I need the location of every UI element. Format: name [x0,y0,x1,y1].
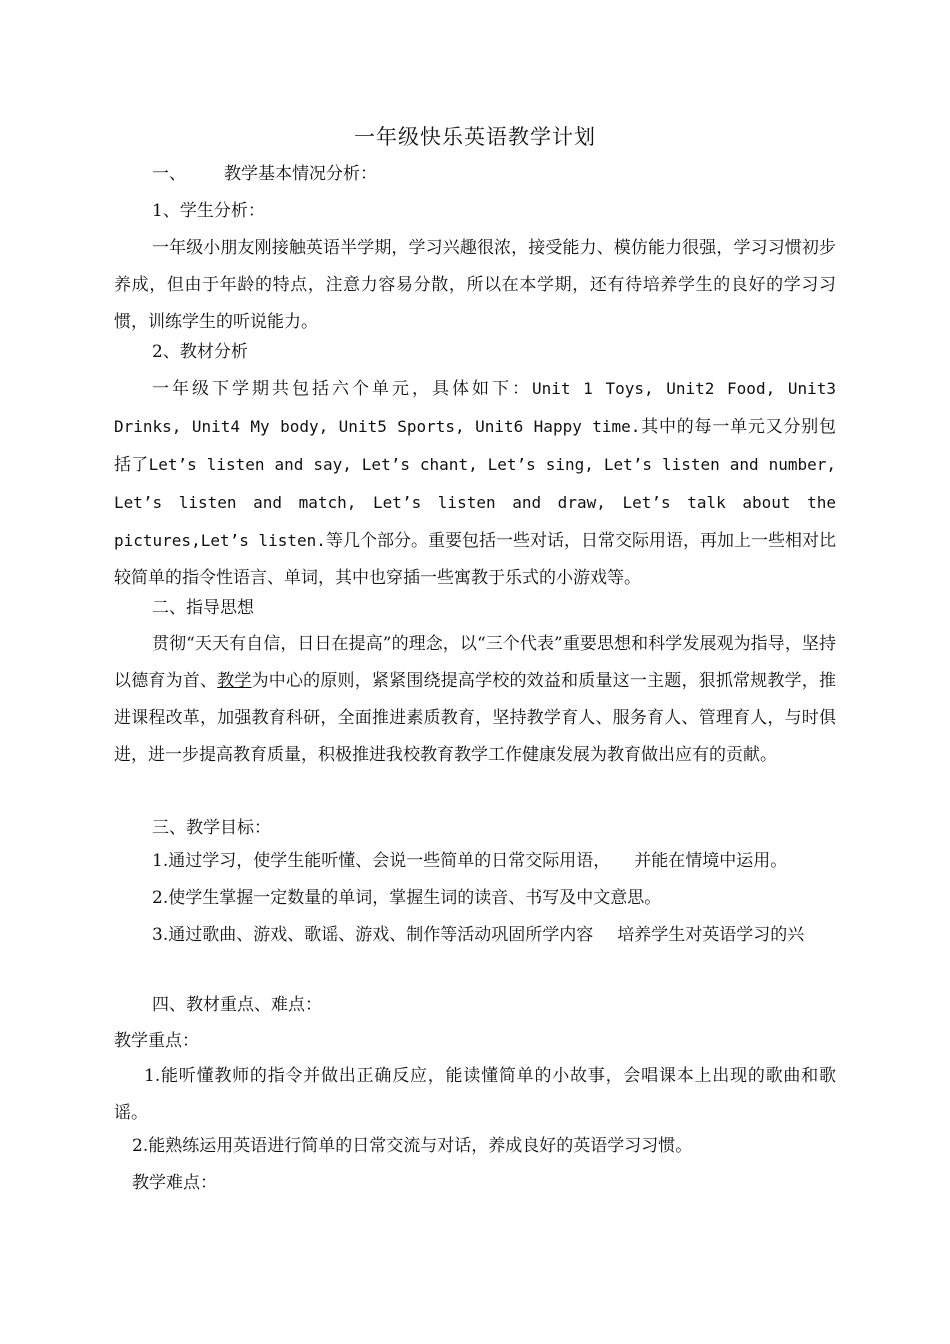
unit-list: Unit 1 Toys, Unit2 Food, Unit3 Drinks, Unit4 My body, Unit5 Sports, Unit6 Happy time. [114,379,837,436]
ideology-text-end: 为中心的原则，紧紧围绕提高学校的效益和质量这一主题，狠抓常规教学，推进课程改革，加强教育科研，全面推进素质教育，坚持教学育人、服务育人、管理育人，与时俱进，进一步提高教育质量，积极推进我校教育教学工作健康发展为教育做出应有的贡献。 [114,671,836,765]
key-point-2: 2.能熟练运用英语进行简单的日常交流与对话，养成良好的英语学习习惯。 [132,1136,693,1156]
textbook-intro: 一年级下学期共包括六个单元，具体如下： [152,379,533,399]
section-3-heading: 三、教学目标： [152,818,271,838]
section-2-heading: 二、指导思想 [152,598,254,618]
paragraph-textbook-analysis [114,370,836,597]
goal-1-text-end: 并能在情境中运用。 [634,851,788,871]
goal-3-text-end: 培养学生对英语学习的兴 [617,925,805,945]
goal-2: 2.使学生掌握一定数量的单词，掌握生词的读音、书写及中文意思。 [152,888,662,908]
goal-1 [152,843,852,880]
goal-3 [114,917,836,954]
subsection-textbook-analysis: 2、教材分析 [152,342,248,362]
textbook-summary: 等几个部分。重要包括一些对话，日常交际用语，再加上一些相对比较简单的指令性语言、单词，其中也穿插一些寓教于乐式的小游戏等。 [114,531,837,588]
document-title: 一年级快乐英语教学计划 [354,125,596,149]
paragraph-student-analysis: 一年级小朋友刚接触英语半学期，学习兴趣很浓，接受能力、模仿能力很强，学习习惯初步养成，但由于年龄的特点，注意力容易分散，所以在本学期，还有待培养学生的良好的学习习惯，训练学生的听说能力。 [114,238,836,332]
textbook-parts-intro: 其中的每一单元又分别包括了 [114,417,837,475]
difficulties-label: 教学难点： [132,1173,217,1193]
activity-list: Let’s listen and say, Let’s chant, Let’s sing, Let’s listen and number, Let’s listen and match, Let’s listen and draw, Let’s talk about the pictures,Let’s listen. [114,455,836,550]
key-point-1: 1.能听懂教师的指令并做出正确反应，能读懂简单的小故事，会唱课本上出现的歌曲和歌谣。 [114,1066,836,1123]
teaching-link[interactable]: 教学 [217,671,252,691]
paragraph-guiding-ideology [114,626,836,774]
goal-3-text: 3.通过歌曲、游戏、歌谣、游戏、制作等活动巩固所学内容 [152,925,594,945]
section-1-number: 一、 [152,164,186,184]
section-4-heading: 四、教材重点、难点： [152,995,322,1015]
goal-1-text: 1.通过学习，使学生能听懂、会说一些简单的日常交际用语， [152,851,611,871]
ideology-text-start: 贯彻“天天有自信，日日在提高”的理念，以“三个代表”重要思想和科学发展观为指导，坚持以德育为首、 [114,634,836,691]
section-1-title: 教学基本情况分析： [224,164,377,184]
section-1-heading [152,156,836,193]
key-points-label: 教学重点： [114,1031,199,1051]
subsection-student-analysis: 1、学生分析： [152,201,265,221]
